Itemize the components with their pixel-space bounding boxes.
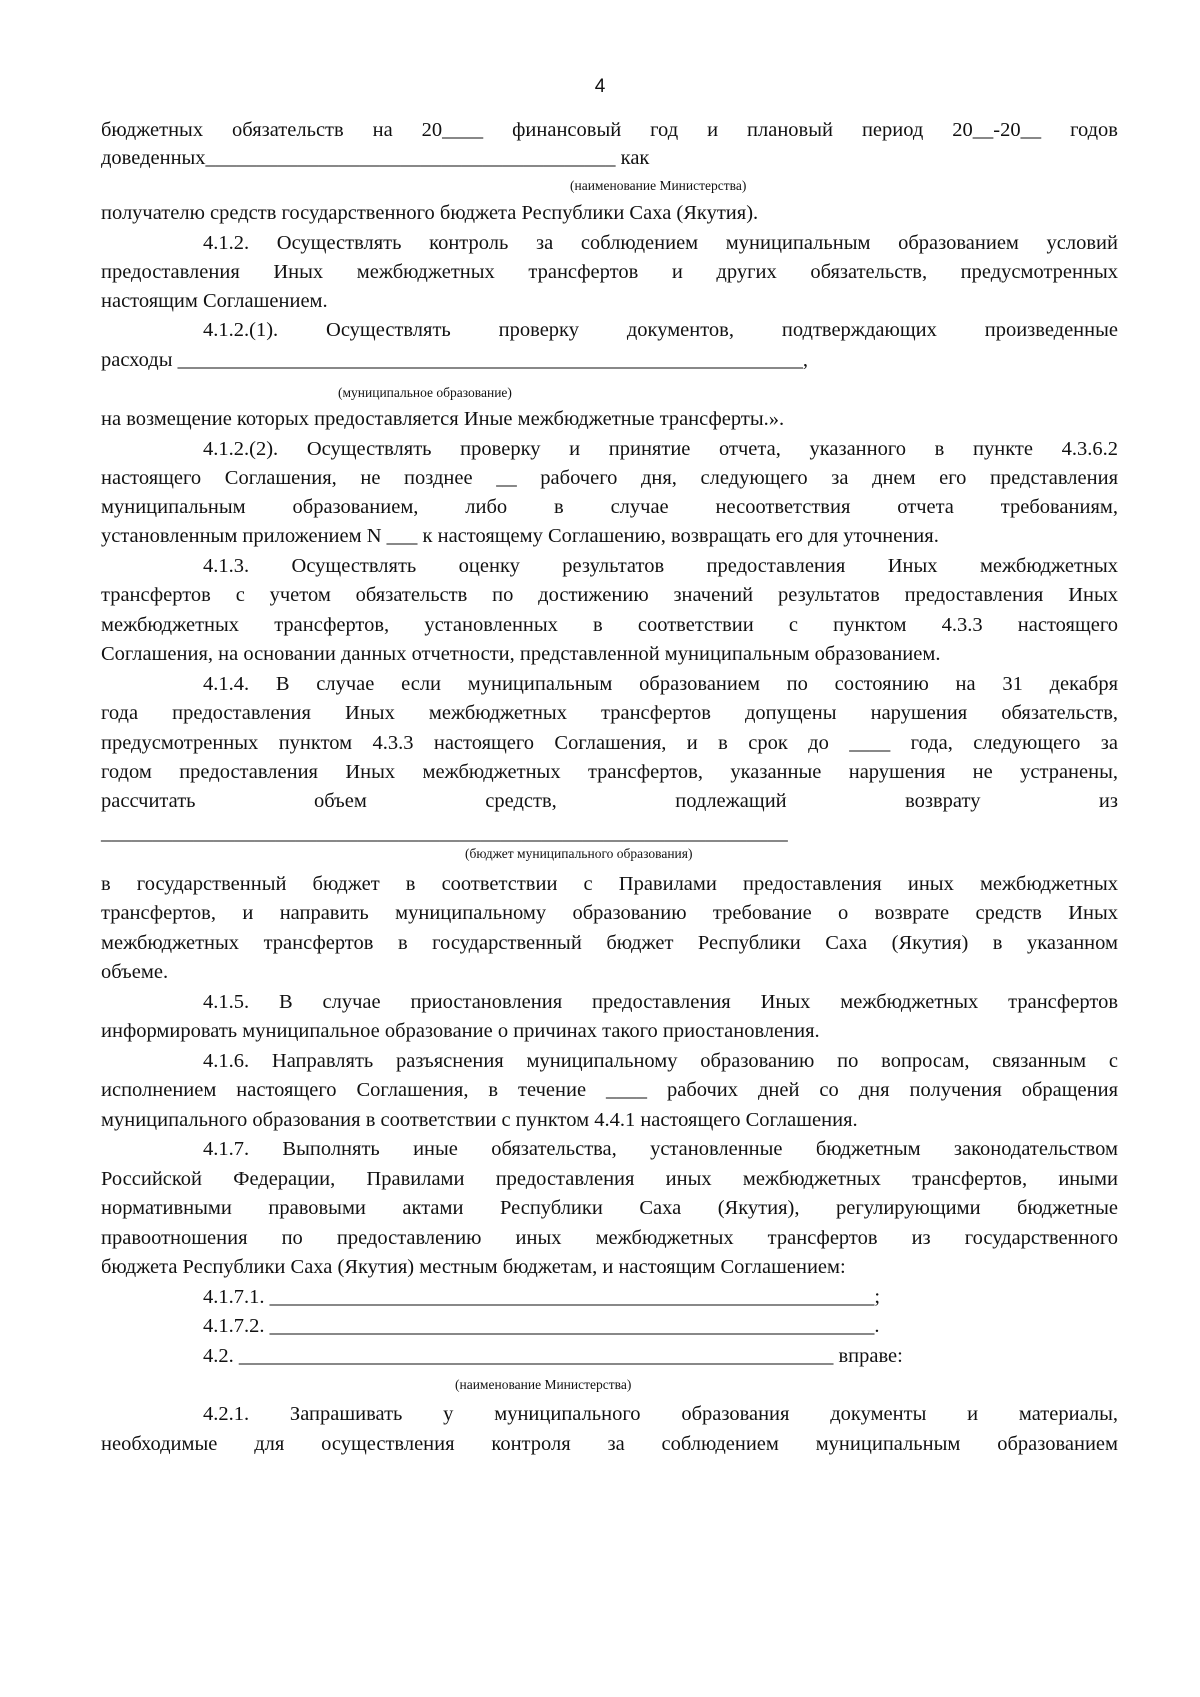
text-line: 4.1.6. Направлять разъяснения муниципальному образованию по вопросам, связанным с: [203, 1050, 1118, 1072]
text-line: годом предоставления Иных межбюджетных трансфертов, указанные нарушения не устранены,: [101, 761, 1118, 783]
text-line: бюджетных обязательств на 20____ финансовый год и плановый период 20__-20__ годов: [101, 119, 1118, 141]
text-line: межбюджетных трансфертов, установленных в соответствии с пунктом 4.3.3 настоящего: [101, 614, 1118, 636]
text-line: бюджета Республики Саха (Якутия) местным бюджетам, и настоящим Соглашением:: [101, 1256, 846, 1278]
text-line: в государственный бюджет в соответствии с Правилами предоставления иных межбюджетных: [101, 873, 1118, 895]
page-number: 4: [594, 76, 606, 97]
caption-ministry: (наименование Министерства): [455, 1377, 632, 1392]
text-line: 4.2.1. Запрашивать у муниципального образования документы и материалы,: [203, 1403, 1118, 1425]
text-line: объеме.: [101, 961, 169, 983]
text-line: предусмотренных пунктом 4.3.3 настоящего Соглашения, и в срок до ____ года, следующего за: [101, 732, 1118, 754]
text-line: Российской Федерации, Правилами предоставления иных межбюджетных трансфертов, иными: [101, 1168, 1118, 1190]
text-line: 4.2. __________________________________________________________ вправе:: [203, 1345, 903, 1367]
text-line: 4.1.7. Выполнять иные обязательства, установленные бюджетным законодательством: [203, 1138, 1118, 1160]
text-line: 4.1.4. В случае если муниципальным образованием по состоянию на 31 декабря: [203, 673, 1118, 695]
text-line: рассчитать объем средств, подлежащий возврату из: [101, 790, 1118, 812]
text-line: правоотношения по предоставлению иных межбюджетных трансфертов из государственного: [101, 1227, 1118, 1249]
text-line: Соглашения, на основании данных отчетности, представленной муниципальным образованием.: [101, 643, 941, 665]
text-line: информировать муниципальное образование о причинах такого приостановления.: [101, 1020, 820, 1042]
text-line: на возмещение которых предоставляется Иные межбюджетные трансферты.».: [101, 408, 785, 430]
text-line: трансфертов, и направить муниципальному образованию требование о возврате средств Иных: [101, 902, 1118, 924]
text-line: 4.1.7.2. ___________________________________________________________.: [203, 1315, 880, 1337]
text-line: настоящего Соглашения, не позднее __ рабочего дня, следующего за днем его представления: [101, 467, 1118, 489]
text-line: межбюджетных трансфертов в государственный бюджет Республики Саха (Якутия) в указанном: [101, 932, 1118, 954]
text-line: 4.1.2.(2). Осуществлять проверку и принятие отчета, указанного в пункте 4.3.6.2: [203, 438, 1118, 460]
text-line: муниципального образования в соответствии с пунктом 4.4.1 настоящего Соглашения.: [101, 1109, 858, 1131]
text-line: ___________________________________________________________________: [101, 822, 788, 844]
text-line: трансфертов с учетом обязательств по достижению значений результатов предоставления Иных: [101, 584, 1118, 606]
text-line: 4.1.2.(1). Осуществлять проверку документов, подтверждающих произведенные: [203, 319, 1118, 341]
text-line: 4.1.7.1. ___________________________________________________________;: [203, 1286, 881, 1308]
caption-municipality: (муниципальное образование): [338, 385, 512, 400]
text-line: 4.1.3. Осуществлять оценку результатов предоставления Иных межбюджетных: [203, 555, 1118, 577]
text-line: настоящим Соглашением.: [101, 290, 328, 312]
caption-ministry: (наименование Министерства): [570, 178, 747, 193]
text-line: года предоставления Иных межбюджетных трансфертов допущены нарушения обязательств,: [101, 702, 1118, 724]
caption-municipal-budget: (бюджет муниципального образования): [465, 846, 693, 861]
text-line: муниципальным образованием, либо в случае несоответствия отчета требованиям,: [101, 496, 1118, 518]
text-line: 4.1.5. В случае приостановления предоставления Иных межбюджетных трансфертов: [203, 991, 1118, 1013]
text-line: расходы _____________________________________________________________,: [101, 349, 809, 371]
text-line: доведенных________________________________________ как: [101, 147, 650, 169]
text-line: 4.1.2. Осуществлять контроль за соблюдением муниципальным образованием условий: [203, 232, 1118, 254]
text-line: установленным приложением N ___ к настоящему Соглашению, возвращать его для уточнения.: [101, 525, 939, 547]
text-line: необходимые для осуществления контроля за соблюдением муниципальным образованием: [101, 1433, 1118, 1455]
text-line: получателю средств государственного бюджета Республики Саха (Якутия).: [101, 202, 759, 224]
text-line: предоставления Иных межбюджетных трансфертов и других обязательств, предусмотренных: [101, 261, 1118, 283]
text-line: исполнением настоящего Соглашения, в течение ____ рабочих дней со дня получения обращения: [101, 1079, 1118, 1101]
text-line: нормативными правовыми актами Республики Саха (Якутия), регулирующими бюджетные: [101, 1197, 1118, 1219]
